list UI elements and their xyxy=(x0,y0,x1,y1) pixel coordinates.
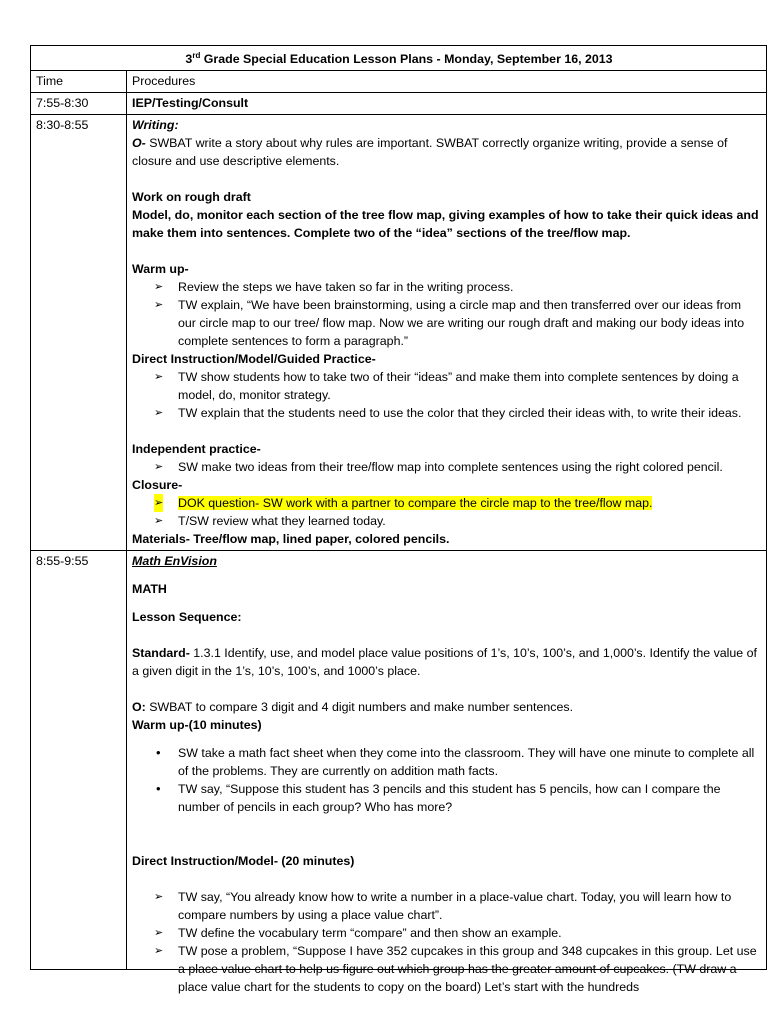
table-row xyxy=(31,93,767,115)
column-header-row xyxy=(31,71,767,93)
materials: Materials- Tree/flow map, lined paper, colored pencils. xyxy=(132,532,450,547)
direct-instruction-heading: Direct Instruction/Model/Guided Practice- xyxy=(132,352,376,367)
table-row xyxy=(31,115,767,551)
list-item: • TW say, “Suppose this student has 3 pencils and this student has 5 pencils, how can I compare the number of pencils in each group? Who has more? xyxy=(156,781,721,815)
list-item: • SW take a math fact sheet when they come into the classroom. They will have one minute to complete all of the problems. They are currently on addition math facts. xyxy=(156,745,755,779)
arrow-bullet-icon: ➢ xyxy=(154,515,164,528)
list-item: ➢ TW pose a problem, “Suppose I have 352 cupcakes in this group and 348 cupcakes in this group. Let use a place value chart to help us figure out which group has the greater amount of cupcakes. (TW draw a place value chart for the students to copy on the board) Let’s start with the hundreds xyxy=(154,944,757,995)
arrow-bullet-icon: ➢ xyxy=(154,299,164,312)
warmup-heading: Warm up- xyxy=(132,262,189,277)
direct-instruction-list xyxy=(132,888,762,996)
procedure-cell: IEP/Testing/Consult xyxy=(127,93,767,115)
arrow-bullet-icon: ➢ xyxy=(154,891,164,904)
procedure-cell xyxy=(127,551,767,995)
list-item: ➢ TW define the vocabulary term “compare” and then show an example. xyxy=(154,926,562,941)
objective: O- SWBAT write a story about why rules are important. SWBAT correctly organize writing, provide a sense of closure and use descriptive elements. xyxy=(132,136,728,169)
lesson-plan-table xyxy=(30,45,767,995)
title-row xyxy=(31,46,767,71)
section-heading: Writing: xyxy=(132,118,179,133)
work-text: Model, do, monitor each section of the tree flow map, giving examples of how to take their quick ideas and make them into sentences. Complete two of the “idea” sections of the tree/flow map. xyxy=(132,208,759,241)
time-header: Time xyxy=(31,71,127,93)
closure-heading: Closure- xyxy=(132,478,183,493)
page-title: 3rd Grade Special Education Lesson Plans - Monday, September 16, 2013 xyxy=(31,46,767,71)
arrow-bullet-icon: ➢ xyxy=(154,407,164,420)
arrow-bullet-icon: ➢ xyxy=(154,281,164,294)
warmup-list xyxy=(132,744,762,816)
list-item: ➢ SW make two ideas from their tree/flow map into complete sentences using the right colored pencil. xyxy=(154,460,723,475)
work-heading: Work on rough draft xyxy=(132,190,251,205)
direct-instruction-heading: Direct Instruction/Model- (20 minutes) xyxy=(132,854,355,869)
procedure-cell xyxy=(127,115,767,551)
lesson-sequence-label: Lesson Sequence: xyxy=(132,610,242,625)
list-item: ➢ TW explain, “We have been brainstorming, using a circle map and then transferred over our ideas from our circle map to our tree/ flow map. Now we are writing our rough draft and making our body ideas into complete sentences to form a paragraph.” xyxy=(154,298,745,349)
lesson-plan-page xyxy=(30,45,766,995)
arrow-bullet-icon: ➢ xyxy=(154,371,164,384)
direct-instruction-list xyxy=(132,368,762,422)
dot-bullet-icon: • xyxy=(156,781,161,797)
list-item: ➢ TW explain that the students need to use the color that they circled their ideas with, to write their ideas. xyxy=(154,406,742,421)
time-cell: 8:30-8:55 xyxy=(31,115,127,551)
warmup-list xyxy=(132,278,762,350)
list-item: ➢ TW say, “You already know how to write a number in a place-value chart. Today, you will learn how to compare numbers by using a place value chart”. xyxy=(154,890,732,923)
math-section xyxy=(132,552,762,995)
list-item xyxy=(154,494,762,512)
warmup-heading: Warm up-(10 minutes) xyxy=(132,718,262,733)
list-item: ➢ T/SW review what they learned today. xyxy=(154,514,386,529)
table-row xyxy=(31,551,767,970)
standard: Standard- 1.3.1 Identify, use, and model place value positions of 1’s, 10’s, 100’s, and 1,000’s. Identify the value of a given digit in the 1’s, 10’s, 100’s, and 1000’s place. xyxy=(132,646,757,679)
dot-bullet-icon: • xyxy=(156,745,161,761)
arrow-bullet-icon: ➢ xyxy=(154,461,164,474)
arrow-bullet-icon: ➢ xyxy=(154,927,164,940)
list-item: ➢ Review the steps we have taken so far in the writing process. xyxy=(154,280,514,295)
time-cell: 7:55-8:30 xyxy=(31,93,127,115)
independent-practice-heading: Independent practice- xyxy=(132,442,261,457)
time-cell: 8:55-9:55 xyxy=(31,551,127,970)
arrow-bullet-icon: ➢ xyxy=(154,945,164,958)
highlighted-text: DOK question- SW work with a partner to compare the circle map to the tree/flow map. xyxy=(178,496,653,511)
math-label: MATH xyxy=(132,582,167,597)
section-heading: Math EnVision xyxy=(132,554,217,569)
objective: O: SWBAT to compare 3 digit and 4 digit numbers and make number sentences. xyxy=(132,700,574,715)
list-item: ➢ TW show students how to take two of their “ideas” and make them into complete sentences by doing a model, do, monitor strategy. xyxy=(154,370,739,403)
closure-list xyxy=(132,494,762,530)
procedures-header: Procedures xyxy=(127,71,767,93)
arrow-bullet-icon: ➢ xyxy=(154,494,163,512)
independent-practice-list xyxy=(132,458,762,476)
